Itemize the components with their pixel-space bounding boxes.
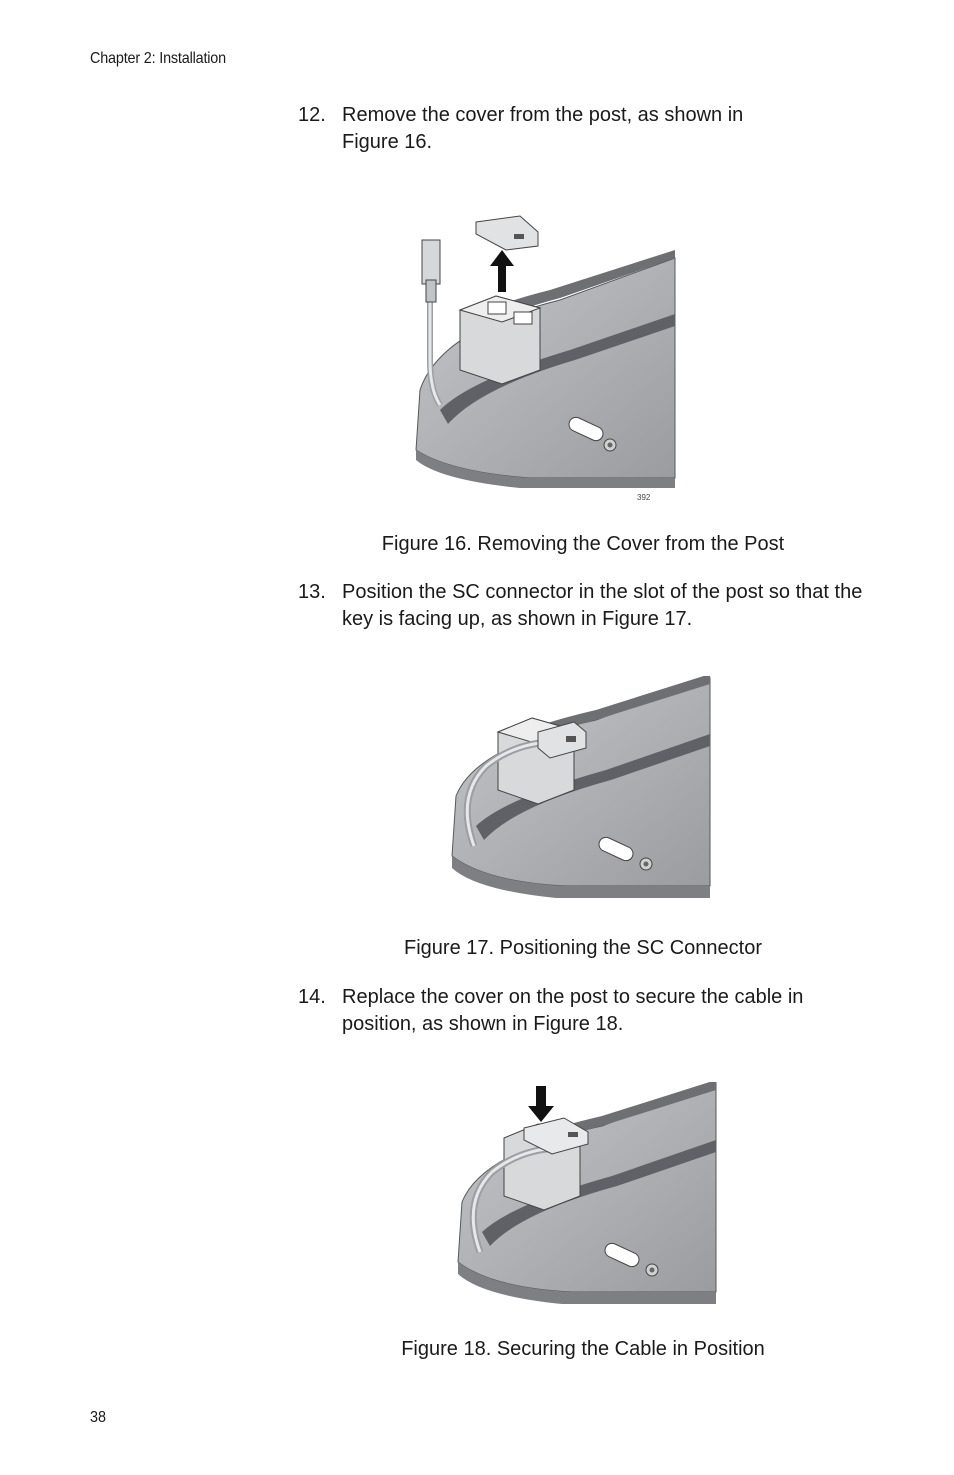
figure-17-illustration — [446, 676, 716, 906]
figure-18-illustration — [452, 1082, 722, 1307]
arrow-down-icon — [528, 1086, 554, 1122]
step-text: Position the SC connector in the slot of the post so that the key is facing up, as shown in Figure 17. — [342, 581, 863, 630]
step-number: 13. — [298, 581, 326, 603]
step-number: 12. — [298, 104, 326, 126]
figure-18-caption: Figure 18. Securing the Cable in Position — [401, 1338, 765, 1360]
step-text: Replace the cover on the post to secure the cable in position, as shown in Figure 18. — [342, 986, 804, 1035]
step-14 — [298, 984, 878, 1037]
figure-16-illustration — [410, 210, 680, 510]
page-number: 38 — [90, 1409, 107, 1426]
running-head: Chapter 2: Installation — [90, 50, 226, 67]
arrow-up-icon — [490, 250, 514, 292]
step-number: 14. — [298, 986, 326, 1008]
step-text: Remove the cover from the post, as shown in Figure 16. — [342, 104, 744, 153]
figure-17-caption: Figure 17. Positioning the SC Connector — [404, 937, 762, 959]
figure-id-label: 392 — [637, 493, 651, 502]
figure-16-caption: Figure 16. Removing the Cover from the Post — [381, 533, 785, 555]
step-12 — [298, 102, 878, 155]
step-13 — [298, 579, 878, 632]
